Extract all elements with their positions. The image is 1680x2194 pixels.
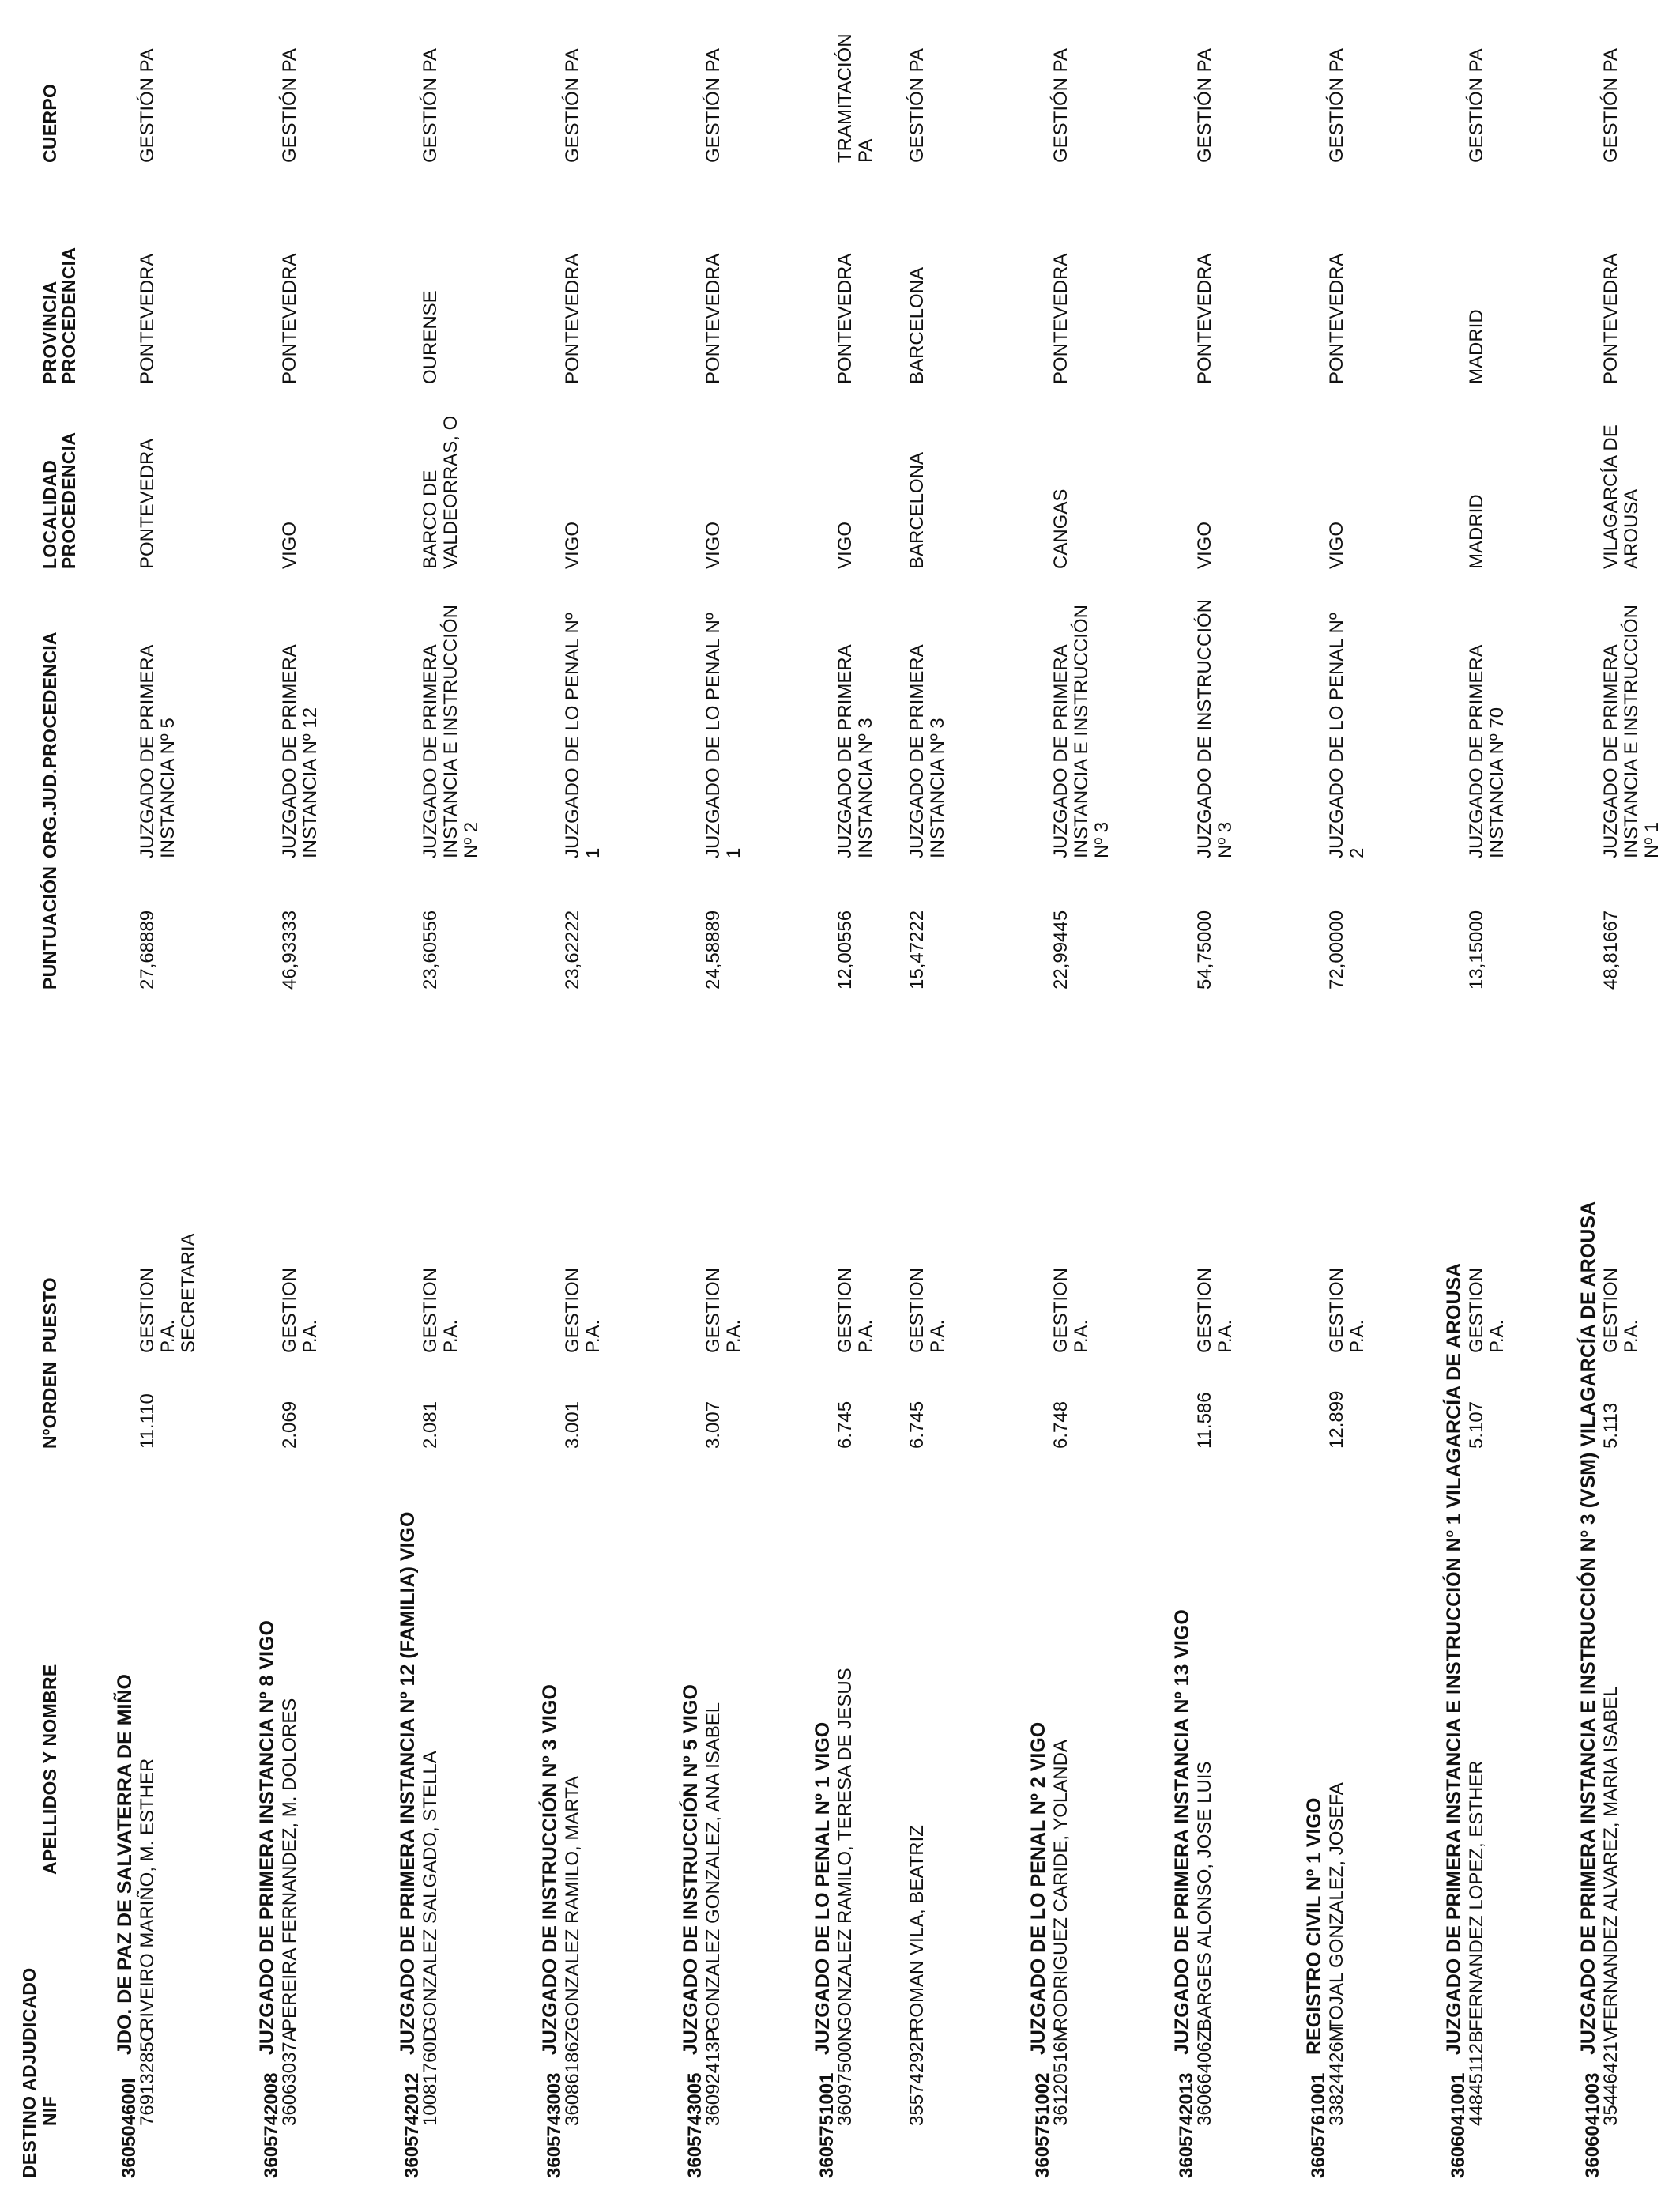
destino-title: JUZGADO DE PRIMERA INSTANCIA Nº 13 VIGO xyxy=(1171,1609,1193,2055)
destino-title: JUZGADO DE LO PENAL Nº 1 VIGO xyxy=(812,1721,834,2055)
cuerpo-cell: TRAMITACIÓN PA xyxy=(834,33,876,163)
org-cell: JUZGADO DE LO PENAL Nº 1 xyxy=(703,613,744,858)
puntuacion-cell: 48,81667 xyxy=(1600,910,1622,990)
header-provincia-2: PROCEDENCIA xyxy=(58,247,79,384)
nif-cell: 33824426M xyxy=(1326,2026,1347,2126)
header-puntuacion: PUNTUACIÓN xyxy=(40,865,60,990)
header-org: ORG.JUD.PROCEDENCIA xyxy=(40,631,60,858)
cuerpo-cell: GESTIÓN PA xyxy=(420,48,441,163)
org-cell: JUZGADO DE PRIMERA INSTANCIA Nº 3 xyxy=(834,645,876,858)
puntuacion-cell: 22,99445 xyxy=(1050,910,1072,990)
provincia-cell: PONTEVEDRA xyxy=(834,253,856,384)
puesto-cell: GESTION P.A. xyxy=(1050,1267,1092,1353)
nif-cell: 36097500N xyxy=(834,2027,856,2126)
puesto-cell: GESTION P.A. xyxy=(279,1267,321,1353)
nombre-cell: BARGES ALONSO, JOSE LUIS xyxy=(1194,1761,1215,2031)
org-cell: JUZGADO DE PRIMERA INSTANCIA E INSTRUCCIÓN Nº 1 xyxy=(1600,605,1663,858)
destino-code: 3605743005 xyxy=(684,2072,706,2178)
nombre-cell: FERNANDEZ LOPEZ, ESTHER xyxy=(1466,1760,1487,2031)
nombre-cell: GONZALEZ SALGADO, STELLA xyxy=(420,1751,441,2031)
provincia-cell: PONTEVEDRA xyxy=(279,253,300,384)
puesto-cell: GESTION P.A. xyxy=(1600,1267,1642,1353)
nombre-cell: GONZALEZ GONZALEZ, ANA ISABEL xyxy=(703,1702,724,2031)
org-cell: JUZGADO DE INSTRUCCIÓN Nº 3 xyxy=(1194,598,1236,858)
destino-title: JUZGADO DE LO PENAL Nº 2 VIGO xyxy=(1027,1721,1049,2055)
provincia-cell: PONTEVEDRA xyxy=(562,253,583,384)
org-cell: JUZGADO DE PRIMERA INSTANCIA Nº 12 xyxy=(279,645,321,858)
header-destino: DESTINO ADJUDICADO xyxy=(19,1967,40,2178)
destino-code: 3605751001 xyxy=(816,2072,838,2178)
nif-cell: 10081760D xyxy=(420,2027,441,2126)
orden-cell: 11.110 xyxy=(137,1393,158,1449)
header-apellidos: APELLIDOS Y NOMBRE xyxy=(40,1664,60,1875)
puntuacion-cell: 24,58889 xyxy=(703,910,724,990)
destino-title: JUZGADO DE INSTRUCCIÓN Nº 5 VIGO xyxy=(680,1684,702,2055)
localidad-cell: VIGO xyxy=(1194,521,1215,569)
nif-cell: 36066406Z xyxy=(1194,2030,1215,2126)
nif-cell: 35446421V xyxy=(1600,2029,1622,2126)
orden-cell: 12.899 xyxy=(1326,1390,1347,1449)
puntuacion-cell: 72,00000 xyxy=(1326,910,1347,990)
cuerpo-cell: GESTIÓN PA xyxy=(562,48,583,163)
nif-cell: 36092413P xyxy=(703,2029,724,2126)
orden-cell: 5.113 xyxy=(1600,1402,1622,1449)
org-cell: JUZGADO DE PRIMERA INSTANCIA Nº 5 xyxy=(137,645,179,858)
cuerpo-cell: GESTIÓN PA xyxy=(137,48,158,163)
orden-cell: 5.107 xyxy=(1466,1400,1487,1449)
org-cell: JUZGADO DE LO PENAL Nº 2 xyxy=(1326,613,1368,858)
puesto-cell: GESTION P.A. xyxy=(906,1267,948,1353)
localidad-cell: VILAGARCÍA DE AROUSA xyxy=(1600,424,1642,569)
nombre-cell: PEREIRA FERNANDEZ, M. DOLORES xyxy=(279,1698,300,2031)
header-nif: NIF xyxy=(40,2096,60,2126)
org-cell: JUZGADO DE PRIMERA INSTANCIA E INSTRUCCIÓN Nº 2 xyxy=(420,605,482,858)
puesto-cell: GESTION P.A. xyxy=(1466,1267,1508,1353)
destino-title: JDO. DE PAZ DE SALVATERRA DE MIÑO xyxy=(114,1674,136,2055)
header-localidad-2: PROCEDENCIA xyxy=(58,432,79,569)
puntuacion-cell: 46,93333 xyxy=(279,910,300,990)
destino-code: 3605761001 xyxy=(1308,2072,1329,2178)
destino-code: 3605742008 xyxy=(261,2072,282,2178)
cuerpo-cell: GESTIÓN PA xyxy=(279,48,300,163)
org-cell: JUZGADO DE LO PENAL Nº 1 xyxy=(562,613,604,858)
header-norden: NºORDEN xyxy=(40,1361,60,1449)
header-puesto: PUESTO xyxy=(40,1277,60,1353)
puntuacion-cell: 23,62222 xyxy=(562,910,583,990)
provincia-cell: PONTEVEDRA xyxy=(137,253,158,384)
nif-cell: 36120516M xyxy=(1050,2026,1072,2126)
nif-cell: 44845112B xyxy=(1466,2030,1487,2126)
org-cell: JUZGADO DE PRIMERA INSTANCIA E INSTRUCCIÓN Nº 3 xyxy=(1050,605,1113,858)
nombre-cell: GONZALEZ RAMILO, TERESA DE JESUS xyxy=(834,1668,856,2031)
nombre-cell: GONZALEZ RAMILO, MARTA xyxy=(562,1775,583,2031)
orden-cell: 6.745 xyxy=(834,1400,856,1449)
orden-cell: 6.745 xyxy=(906,1400,928,1449)
localidad-cell: PONTEVEDRA xyxy=(137,438,158,569)
nombre-cell: RIVEIRO MARIÑO, M. ESTHER xyxy=(137,1758,158,2031)
orden-cell: 2.069 xyxy=(279,1400,300,1449)
localidad-cell: MADRID xyxy=(1466,494,1487,569)
provincia-cell: PONTEVEDRA xyxy=(1326,253,1347,384)
nombre-cell: FERNANDEZ ALVAREZ, MARIA ISABEL xyxy=(1600,1686,1622,2031)
puntuacion-cell: 23,60556 xyxy=(420,910,441,990)
puesto-cell: GESTION P.A. xyxy=(834,1267,876,1353)
destino-code: 3605743003 xyxy=(544,2072,565,2178)
destino-title: JUZGADO DE PRIMERA INSTANCIA E INSTRUCCIÓN Nº 1 VILAGARCÍA DE AROUSA xyxy=(1443,1262,1465,2055)
cuerpo-cell: GESTIÓN PA xyxy=(1050,48,1072,163)
destino-code: 3605742012 xyxy=(401,2072,423,2178)
puesto-cell: GESTION P.A. xyxy=(1326,1267,1368,1353)
provincia-cell: PONTEVEDRA xyxy=(703,253,724,384)
provincia-cell: MADRID xyxy=(1466,309,1487,384)
cuerpo-cell: GESTIÓN PA xyxy=(906,48,928,163)
destino-title: JUZGADO DE PRIMERA INSTANCIA E INSTRUCCIÓN Nº 3 (VSM) VILAGARCÍA DE AROUSA xyxy=(1577,1201,1599,2055)
cuerpo-cell: GESTIÓN PA xyxy=(1326,48,1347,163)
cuerpo-cell: GESTIÓN PA xyxy=(1466,48,1487,163)
nif-cell: 36086186Z xyxy=(562,2030,583,2126)
header-cuerpo: CUERPO xyxy=(40,83,60,163)
puntuacion-cell: 15,47222 xyxy=(906,910,928,990)
orden-cell: 11.586 xyxy=(1194,1392,1215,1449)
orden-cell: 6.748 xyxy=(1050,1400,1072,1449)
cuerpo-cell: GESTIÓN PA xyxy=(1194,48,1215,163)
localidad-cell: VIGO xyxy=(834,521,856,569)
org-cell: JUZGADO DE PRIMERA INSTANCIA Nº 70 xyxy=(1466,645,1508,858)
destino-title: JUZGADO DE PRIMERA INSTANCIA Nº 8 VIGO xyxy=(256,1620,278,2055)
destino-code: 3606041003 xyxy=(1582,2072,1603,2178)
localidad-cell: VIGO xyxy=(279,521,300,569)
localidad-cell: CANGAS xyxy=(1050,488,1072,569)
nif-cell: 36063037A xyxy=(279,2029,300,2126)
localidad-cell: BARCO DE VALDEORRAS, O xyxy=(420,415,461,569)
destino-code: 3605742013 xyxy=(1176,2072,1197,2178)
nif-cell: 76913285C xyxy=(137,2027,158,2126)
nombre-cell: TOJAL GONZALEZ, JOSEFA xyxy=(1326,1782,1347,2031)
puntuacion-cell: 12,00556 xyxy=(834,910,856,990)
localidad-cell: VIGO xyxy=(1326,521,1347,569)
provincia-cell: PONTEVEDRA xyxy=(1050,253,1072,384)
orden-cell: 3.001 xyxy=(562,1400,583,1449)
nombre-cell: RODRIGUEZ CARIDE, YOLANDA xyxy=(1050,1740,1072,2031)
puesto-cell: GESTION P.A. xyxy=(420,1267,461,1353)
provincia-cell: PONTEVEDRA xyxy=(1600,253,1622,384)
puntuacion-cell: 54,75000 xyxy=(1194,910,1215,990)
provincia-cell: PONTEVEDRA xyxy=(1194,253,1215,384)
localidad-cell: VIGO xyxy=(703,521,724,569)
destino-title: JUZGADO DE INSTRUCCIÓN Nº 3 VIGO xyxy=(539,1684,561,2055)
puesto-cell: GESTION P.A. xyxy=(562,1267,604,1353)
orden-cell: 2.081 xyxy=(420,1400,441,1449)
destino-code: 360504600I xyxy=(119,2078,140,2178)
puesto-cell: GESTION P.A. SECRETARIA xyxy=(137,1233,199,1353)
localidad-cell: VIGO xyxy=(562,521,583,569)
orden-cell: 3.007 xyxy=(703,1400,724,1449)
destino-title: JUZGADO DE PRIMERA INSTANCIA Nº 12 (FAMILIA) VIGO xyxy=(397,1511,419,2055)
provincia-cell: OURENSE xyxy=(420,290,441,384)
localidad-cell: BARCELONA xyxy=(906,451,928,569)
nombre-cell: ROMAN VILA, BEATRIZ xyxy=(906,1825,928,2031)
nif-cell: 35574292P xyxy=(906,2029,928,2126)
header-provincia-1: PROVINCIA xyxy=(40,281,60,384)
destino-code: 3606041001 xyxy=(1448,2072,1469,2178)
puesto-cell: GESTION P.A. xyxy=(1194,1267,1236,1353)
destino-code: 3605751002 xyxy=(1032,2072,1053,2178)
puesto-cell: GESTION P.A. xyxy=(703,1267,744,1353)
provincia-cell: BARCELONA xyxy=(906,266,928,384)
header-localidad-1: LOCALIDAD xyxy=(40,459,60,569)
puntuacion-cell: 27,68889 xyxy=(137,910,158,990)
destino-title: REGISTRO CIVIL Nº 1 VIGO xyxy=(1303,1797,1325,2055)
cuerpo-cell: GESTIÓN PA xyxy=(1600,48,1622,163)
org-cell: JUZGADO DE PRIMERA INSTANCIA Nº 3 xyxy=(906,645,948,858)
puntuacion-cell: 13,15000 xyxy=(1466,910,1487,990)
cuerpo-cell: GESTIÓN PA xyxy=(703,48,724,163)
